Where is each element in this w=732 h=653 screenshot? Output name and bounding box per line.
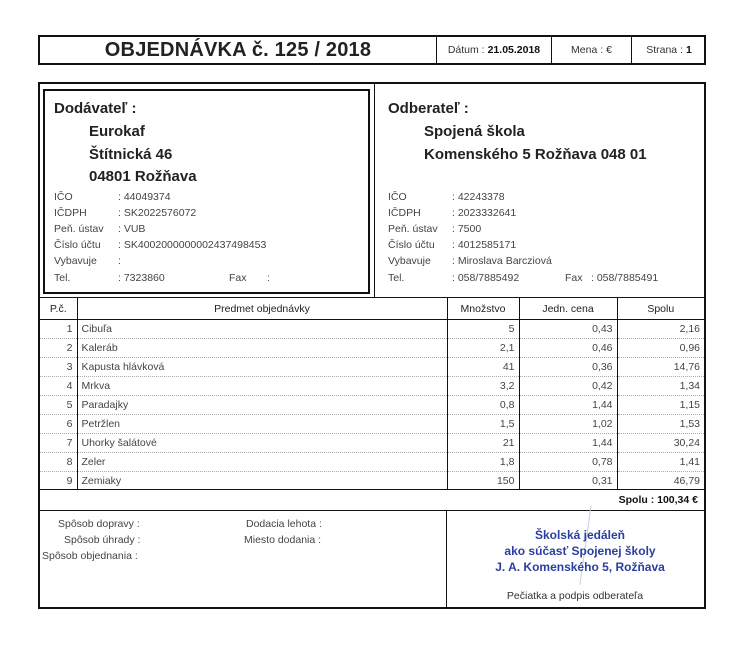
supplier-fax-value: : <box>267 272 270 284</box>
row-unit-price: 0,46 <box>519 339 617 358</box>
table-row <box>40 377 704 396</box>
customer-tel: 058/7885492 <box>457 272 520 284</box>
page-value: 1 <box>685 44 692 56</box>
customer-heading: Odberateľ : <box>388 100 469 117</box>
col-header-quantity: Množstvo <box>447 298 519 320</box>
row-quantity: 1,8 <box>447 453 519 472</box>
currency-label: Mena : <box>571 44 604 56</box>
table-row <box>40 358 704 377</box>
row-number: 1 <box>40 320 77 339</box>
footer-rule <box>40 510 704 511</box>
row-unit-price: 1,02 <box>519 415 617 434</box>
row-total: 1,53 <box>617 415 704 434</box>
supplier-heading: Dodávateľ : <box>54 100 137 117</box>
customer-ico: 42243378 <box>457 191 505 203</box>
supplier-ico-label: IČO <box>54 191 73 203</box>
customer-tel-value: : 058/7885492 <box>452 272 520 284</box>
customer-account-label: Číslo účtu <box>388 239 435 251</box>
table-row <box>40 339 704 358</box>
payment-label: Spôsob úhrady : <box>64 534 141 546</box>
col-header-number: P.č. <box>40 298 77 320</box>
row-unit-price: 0,42 <box>519 377 617 396</box>
stamp-line-1: Školská jedáleň <box>534 528 626 542</box>
row-quantity: 150 <box>447 472 519 491</box>
row-number: 7 <box>40 434 77 453</box>
customer-address: Komenského 5 Rožňava 048 01 <box>424 146 647 163</box>
row-item: Petržlen <box>77 415 447 434</box>
table-row <box>40 320 704 339</box>
row-unit-price: 0,31 <box>519 472 617 491</box>
customer-icdph-label: IČDPH <box>388 207 421 219</box>
row-unit-price: 1,44 <box>519 396 617 415</box>
supplier-ico-value: : 44049374 <box>118 191 171 203</box>
order-total: Spolu : 100,34 € <box>618 494 698 506</box>
row-quantity: 3,2 <box>447 377 519 396</box>
row-total: 14,76 <box>617 358 704 377</box>
customer-icdph: 2023332641 <box>457 207 517 219</box>
customer-account-value: : 4012585171 <box>452 239 517 251</box>
supplier-handled-value: : <box>118 255 121 267</box>
customer-handled-label: Vybavuje <box>388 255 431 267</box>
supplier-bank-value: : VUB <box>118 223 146 235</box>
table-row <box>40 453 704 472</box>
row-total: 1,34 <box>617 377 704 396</box>
row-number: 9 <box>66 475 73 487</box>
row-number: 8 <box>40 453 77 472</box>
customer-fax-value: : 058/7885491 <box>591 272 659 284</box>
order-date <box>437 37 552 63</box>
row-total: 46,79 <box>617 472 704 491</box>
row-item: Kaleráb <box>77 339 447 358</box>
row-unit-price: 0,78 <box>519 453 617 472</box>
order-method-label: Spôsob objednania : <box>42 550 138 562</box>
customer-fax-label: Fax <box>565 272 583 284</box>
items-table <box>40 298 704 490</box>
col-header-unit-price: Jedn. cena <box>519 298 617 320</box>
page-label: Strana : <box>646 44 683 56</box>
row-total: 30,24 <box>617 434 704 453</box>
row-item: Kapusta hlávková <box>77 358 447 377</box>
row-total: 1,41 <box>617 453 704 472</box>
school-stamp <box>470 527 690 575</box>
row-quantity: 0,8 <box>447 396 519 415</box>
supplier-icdph-label: IČDPH <box>54 207 87 219</box>
supplier-bank-label: Peň. ústav <box>54 223 104 235</box>
customer-name: Spojená škola <box>424 123 525 140</box>
supplier-city: 04801 Rožňava <box>89 168 197 185</box>
customer-icdph-value: : 2023332641 <box>452 207 517 219</box>
stamp-line-2: ako súčasť Spojenej školy <box>504 544 656 558</box>
row-quantity: 21 <box>447 434 519 453</box>
stamp-line-3: J. A. Komenského 5, Rožňava <box>495 560 665 574</box>
customer-ico-value: : 42243378 <box>452 191 505 203</box>
customer-bank-label: Peň. ústav <box>388 223 438 235</box>
row-unit-price: 0,43 <box>519 320 617 339</box>
supplier-tel-value: : 7323860 <box>118 272 165 284</box>
delivery-label: Dodacia lehota : <box>246 518 322 530</box>
supplier-ico: 44049374 <box>123 191 171 203</box>
supplier-tel-label: Tel. <box>54 272 71 284</box>
table-row <box>40 434 704 453</box>
row-item: Cibuľa <box>77 320 447 339</box>
supplier-icdph: SK2022576072 <box>123 207 197 219</box>
row-total: 0,96 <box>617 339 704 358</box>
supplier-account-value: : SK4002000000002437498453 <box>118 239 267 251</box>
supplier-name: Eurokaf <box>89 123 145 140</box>
table-row <box>40 415 704 434</box>
supplier-tel: 7323860 <box>123 272 165 284</box>
order-header <box>38 35 706 65</box>
customer-account: 4012585171 <box>457 239 517 251</box>
party-divider <box>374 84 375 297</box>
table-row <box>40 396 704 415</box>
customer-handled: Miroslava Barcziová <box>457 255 552 267</box>
row-total: 1,15 <box>617 396 704 415</box>
table-header-row <box>40 298 704 320</box>
row-quantity: 41 <box>447 358 519 377</box>
customer-tel-label: Tel. <box>388 272 405 284</box>
supplier-fax-label: Fax <box>229 272 247 284</box>
date-label: Dátum : <box>447 44 485 56</box>
supplier-handled-label: Vybavuje <box>54 255 97 267</box>
row-number: 3 <box>40 358 77 377</box>
customer-handled-value: : Miroslava Barcziová <box>452 255 552 267</box>
row-number: 6 <box>40 415 77 434</box>
row-unit-price: 0,36 <box>519 358 617 377</box>
row-item: Zeler <box>77 453 447 472</box>
place-label: Miesto dodania : <box>244 534 322 546</box>
supplier-bank: VUB <box>123 223 146 235</box>
date-value: 21.05.2018 <box>487 44 541 56</box>
signature-label: Pečiatka a podpis odberateľa <box>506 590 644 602</box>
row-item: Zemiaky <box>77 472 447 491</box>
row-unit-price: 1,44 <box>519 434 617 453</box>
transport-label: Spôsob dopravy : <box>58 518 140 530</box>
order-page <box>632 37 706 63</box>
row-number: 5 <box>40 396 77 415</box>
row-number: 4 <box>40 377 77 396</box>
order-currency <box>552 37 632 63</box>
customer-fax: 058/7885491 <box>596 272 659 284</box>
supplier-details <box>54 191 354 291</box>
supplier-account-label: Číslo účtu <box>54 239 101 251</box>
col-header-total: Spolu <box>617 298 704 320</box>
row-quantity: 2,1 <box>447 339 519 358</box>
row-item: Uhorky šalátové <box>77 434 447 453</box>
row-total: 2,16 <box>617 320 704 339</box>
customer-details <box>388 191 700 291</box>
col-header-item: Predmet objednávky <box>77 298 447 320</box>
customer-bank-value: : 7500 <box>452 223 482 235</box>
customer-bank: 7500 <box>457 223 482 235</box>
supplier-icdph-value: : SK2022576072 <box>118 207 197 219</box>
row-number: 2 <box>40 339 77 358</box>
customer-ico-label: IČO <box>388 191 407 203</box>
supplier-street: Štítnická 46 <box>89 146 173 163</box>
row-item: Mrkva <box>77 377 447 396</box>
order-title: OBJEDNÁVKA č. 125 / 2018 <box>40 37 437 63</box>
row-item: Paradajky <box>77 396 447 415</box>
row-quantity: 1,5 <box>447 415 519 434</box>
table-row <box>40 472 704 491</box>
row-quantity: 5 <box>447 320 519 339</box>
currency-value: € <box>606 44 612 56</box>
supplier-account: SK4002000000002437498453 <box>123 239 267 251</box>
